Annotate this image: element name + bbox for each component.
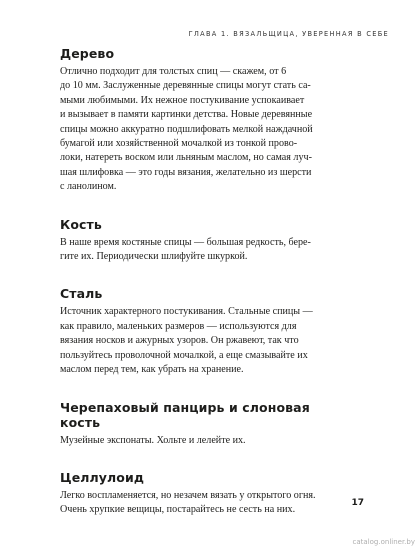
running-head: ГЛАВА 1. ВЯЗАЛЬЩИЦА, УВЕРЕННАЯ В СЕБЕ: [188, 30, 389, 38]
section-heading: Кость: [60, 216, 102, 232]
section-steel: [60, 286, 350, 377]
section-celluloid: [60, 470, 350, 518]
section-body: Источник характерного постукивания. Стальные спицы — как правило, маленьких размеров — используются для вязания носков и ажурных узоров. Он ржавеют, так что пользуйтесь проволочной мочалкой, а еще смазывайте их маслом перед тем, как убрать на хранение.: [60, 306, 313, 376]
section-body: Отлично подходит для толстых спиц — скажем, от 6 до 10 мм. Заслуженные деревянные спицы могут стать са- мыми любимыми. Их нежное постукивание успокаивает и вызывает в памяти картинки детства. Новые деревянные спицы можно аккуратно подшлифовать мелкой наждачной бумагой или хозяйственной мочалкой из тонкой прово- локи, натереть воском или льняным маслом, но самая луч- шая шлифовка — это годы вязания, желательно из шерсти с ланолином.: [60, 66, 313, 193]
section-body: Легко воспламеняется, но незачем вязать у открытого огня. Очень хрупкие вещицы, постарайтесь не сесть на них.: [60, 489, 316, 516]
section-heading: Сталь: [60, 286, 103, 302]
section-heading: Черепаховый панцирь и слоновая кость: [60, 399, 310, 430]
section-body: Музейные экспонаты. Хольте и лелейте их.: [60, 434, 246, 446]
page-content: [60, 46, 350, 518]
section-tortoiseshell-ivory: [60, 400, 350, 448]
watermark: catalog.onliner.by: [352, 538, 415, 546]
section-heading: Целлулоид: [60, 469, 145, 485]
section-bone: [60, 217, 350, 265]
section-body: В наше время костяные спицы — большая редкость, бере- гите их. Периодически шлифуйте шкуркой.: [60, 236, 311, 263]
section-wood: [60, 46, 350, 195]
page-number: 17: [351, 498, 364, 508]
section-heading: Дерево: [60, 46, 115, 61]
